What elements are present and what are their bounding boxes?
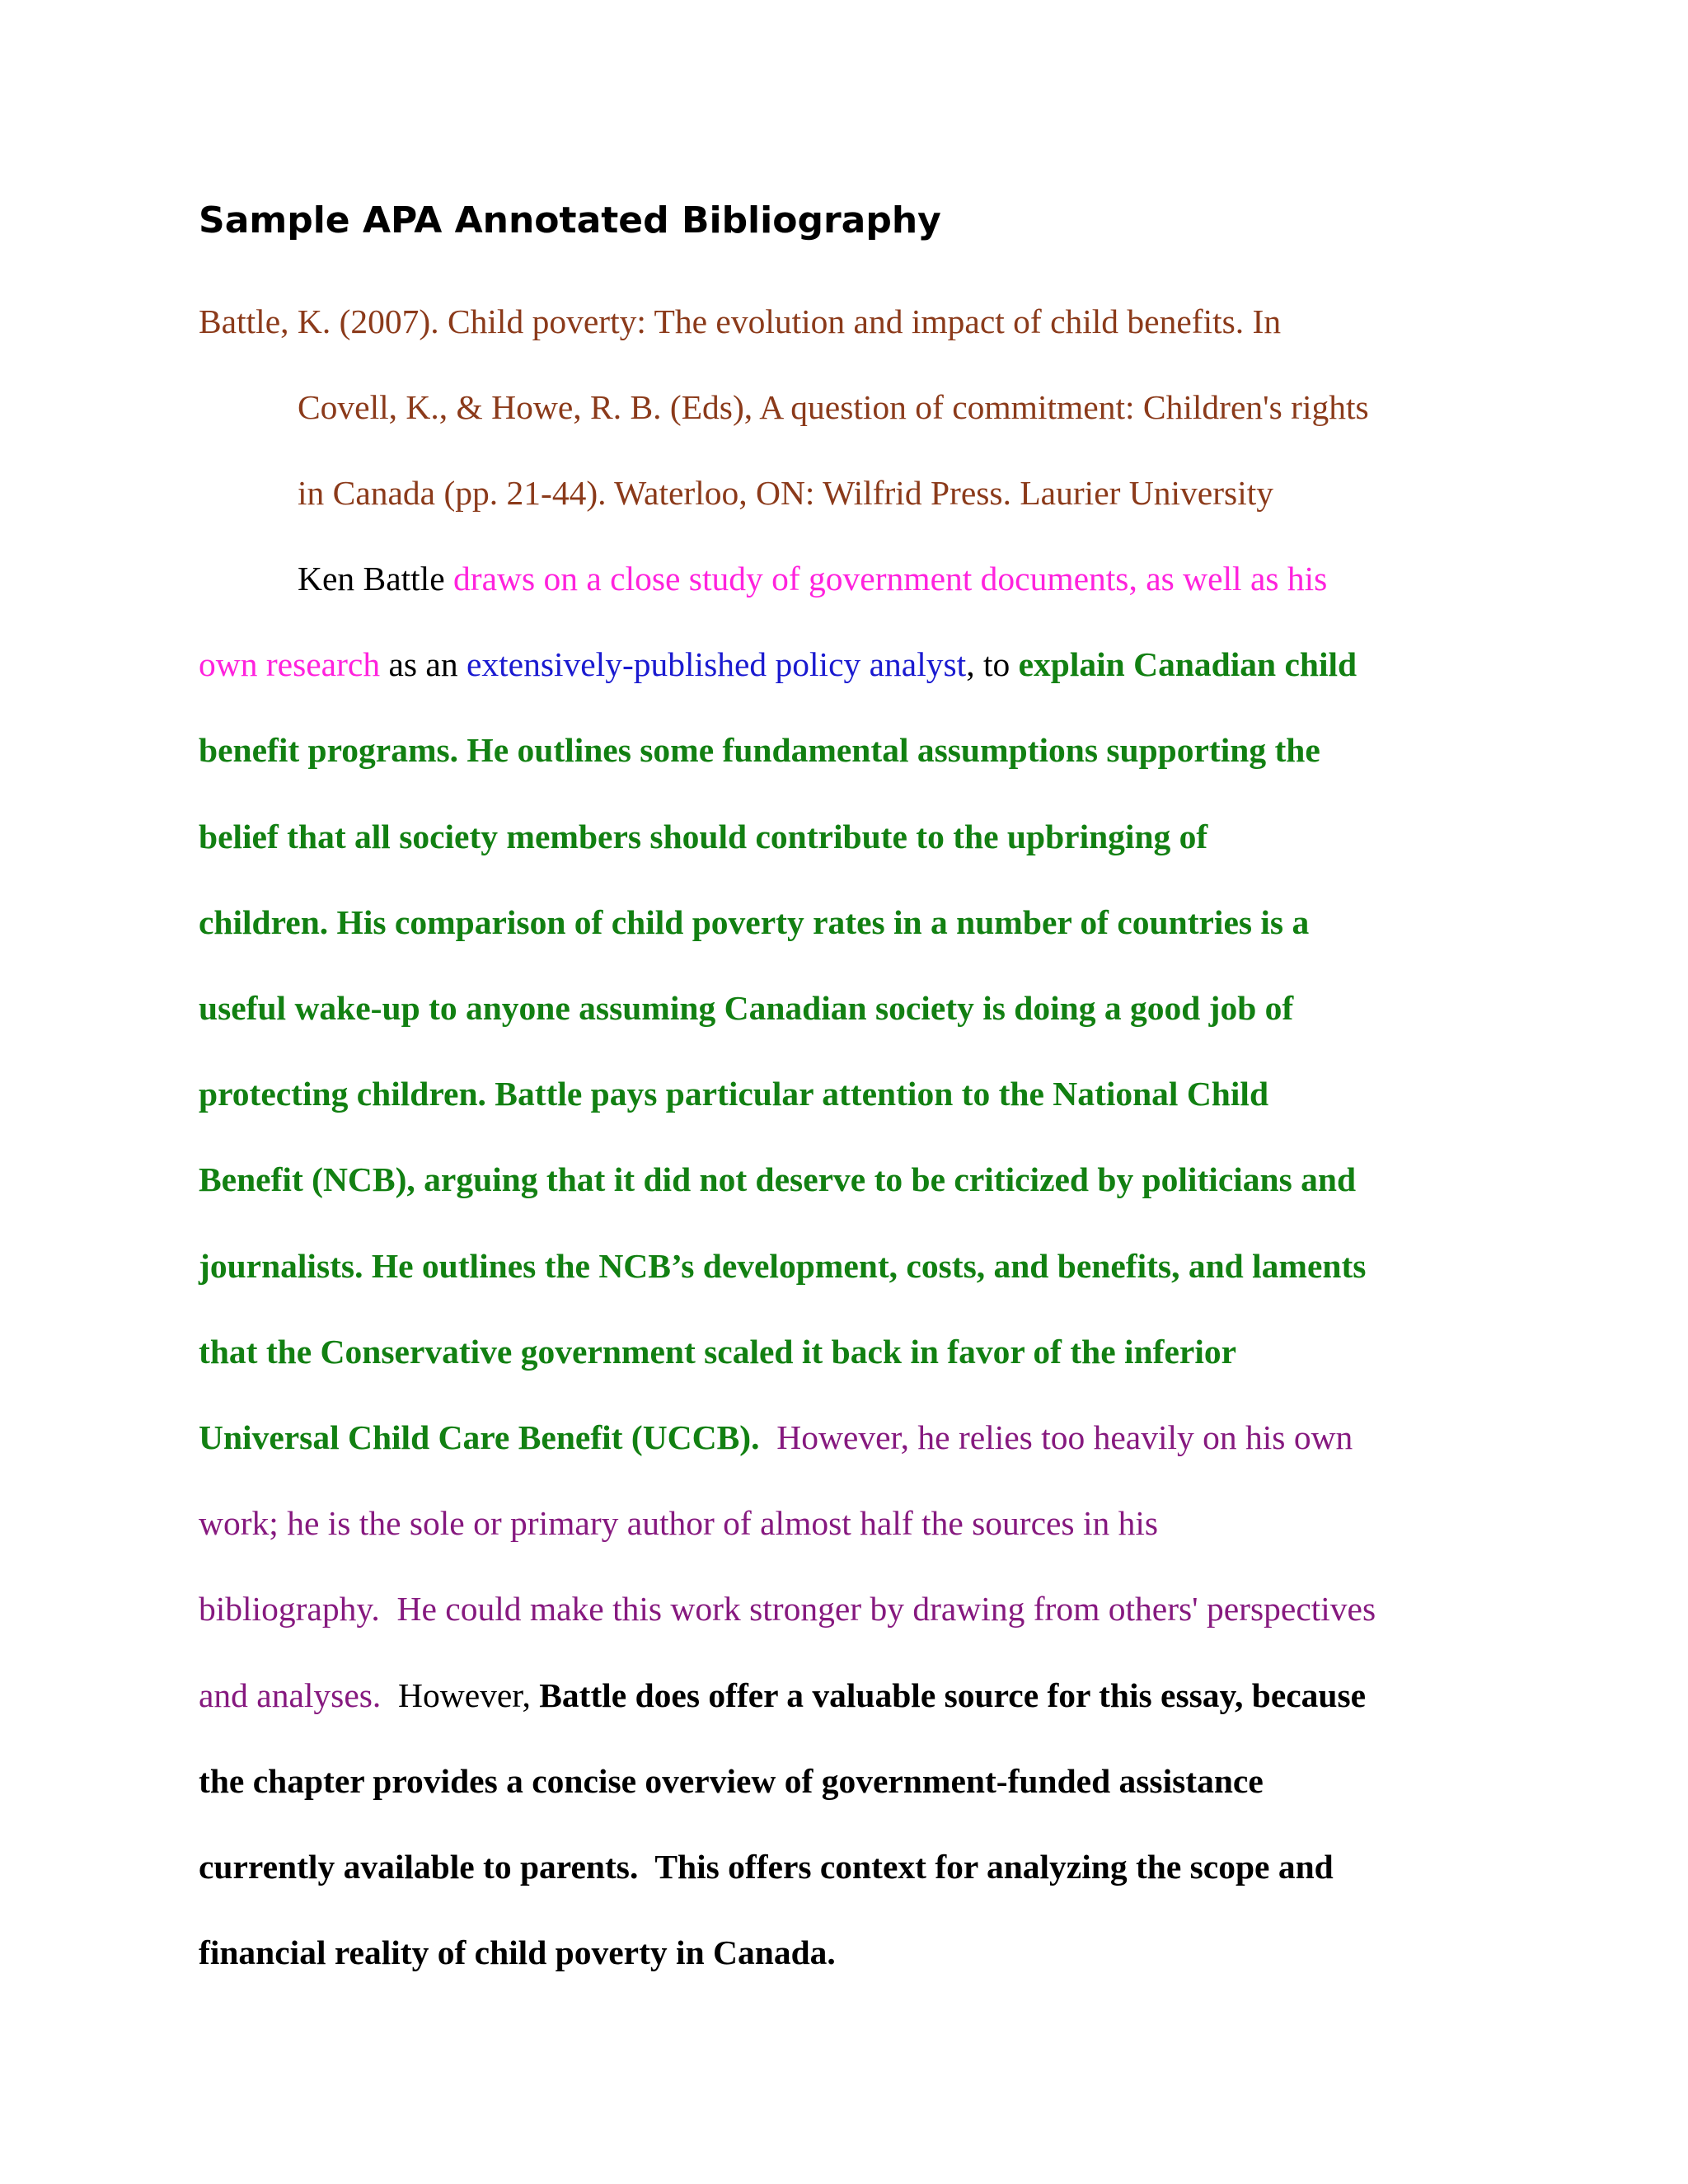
annotation-paragraph (199, 536, 1509, 1995)
summary-line: children. His comparison of child poverty rates in a number of countries is a (199, 902, 1310, 941)
page-title: Sample APA Annotated Bibliography (199, 199, 941, 241)
source-description-text: draws on a close study of government documents, as well as his (453, 560, 1328, 598)
summary-line: protecting children. Battle pays particular attention to the National Child (199, 1075, 1269, 1113)
evaluation-line: work; he is the sole or primary author of almost half the sources in his (199, 1504, 1159, 1543)
author-credentials-text: extensively-published policy analyst (466, 645, 967, 684)
citation-entry (199, 279, 1493, 536)
relevance-text: Battle does offer a valuable source for this essay, because (539, 1675, 1367, 1714)
relevance-line: financial reality of child poverty in Canada. (199, 1933, 836, 1972)
annotation-line-14 (199, 1652, 1509, 1738)
source-description-text: own research (199, 645, 381, 684)
relevance-line: the chapter provides a concise overview of government-funded assistance (199, 1761, 1264, 1800)
summary-text: Universal Child Care Benefit (UCCB). (199, 1418, 760, 1457)
relevance-line: currently available to parents. This offers context for analyzing the scope and (199, 1848, 1334, 1886)
summary-text: explain Canadian child (1018, 645, 1357, 684)
summary-line: Benefit (NCB), arguing that it did not deserve to be criticized by politicians and (199, 1160, 1357, 1199)
summary-line: benefit programs. He outlines some fundamental assumptions supporting the (199, 731, 1320, 770)
connector-text: as an (380, 645, 467, 684)
evaluation-text: and analyses. (199, 1675, 382, 1714)
author-name: Ken Battle (298, 560, 453, 598)
citation-line-3: in Canada (pp. 21-44). Waterloo, ON: Wilfrid Press. Laurier University (298, 474, 1274, 512)
evaluation-line: bibliography. He could make this work stronger by drawing from others' perspectives (199, 1590, 1376, 1629)
summary-line: journalists. He outlines the NCB’s development, costs, and benefits, and laments (199, 1246, 1367, 1285)
citation-line-1: Battle, K. (2007). Child poverty: The evolution and impact of child benefits. In (199, 302, 1282, 340)
evaluation-text: However, he relies too heavily on his own (759, 1418, 1353, 1457)
summary-line: that the Conservative government scaled it back in favor of the inferior (199, 1332, 1237, 1371)
connector-text: , to (966, 645, 1019, 684)
citation-line-2: Covell, K., & Howe, R. B. (Eds), A question of commitment: Children's rights (298, 388, 1369, 426)
summary-line: belief that all society members should contribute to the upbringing of (199, 817, 1208, 855)
annotation-line-1 (199, 536, 1509, 621)
connector-text: However, (381, 1675, 540, 1714)
summary-line: useful wake-up to anyone assuming Canadian society is doing a good job of (199, 989, 1294, 1028)
annotation-line-11 (199, 1394, 1509, 1480)
annotation-line-2 (199, 621, 1509, 707)
